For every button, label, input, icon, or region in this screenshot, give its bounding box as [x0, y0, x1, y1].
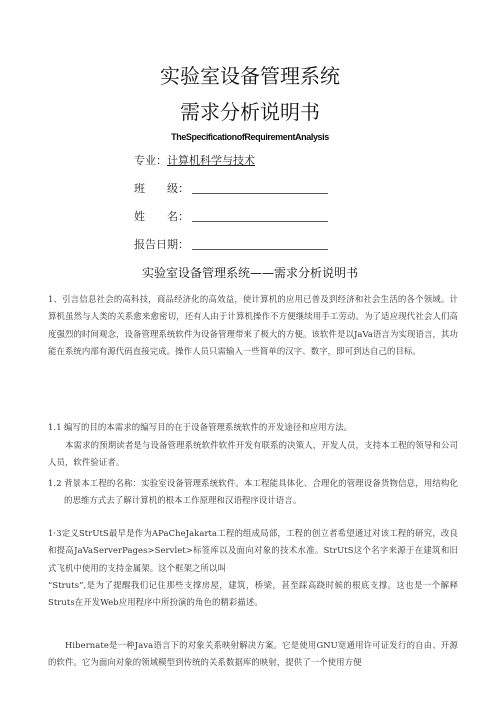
date-label: 报告日期： [134, 238, 189, 251]
major-value: 计算机科学与技术 [167, 154, 255, 167]
section-number: 1.2 [48, 478, 62, 488]
date-blank [192, 237, 328, 250]
class-row [134, 180, 328, 196]
class-blank [192, 181, 328, 194]
name-row [134, 208, 328, 224]
class-label: 班 级： [134, 182, 189, 195]
date-row [134, 236, 328, 252]
doc-title: 实验室设备管理系统 [160, 64, 340, 88]
paragraph-hibernate: Hibernate是一种Java语言下的对象关系映射解决方案。它是使用GNU宽通用许可证发行的自由、开源的软件。它为面向对象的领域模型到传统的关系数据库的映射，提供了一个使用方便 [48, 640, 458, 668]
paragraph-1-2 [48, 475, 458, 510]
paragraph-text: 背景本工程的名称：实验室设备管理系统软件。本工程能具体化、合理化的管理设备货物信息，用结构化的思维方式去了解计算机的根本工作原理和汉语程序设计语言。 [64, 478, 458, 506]
major-row [134, 152, 255, 168]
major-label: 专业： [134, 154, 167, 167]
section-heading: 实验室设备管理系统——需求分析说明书 [141, 266, 358, 280]
paragraph-readers: 本需求的预期读者是与设备管理系统软件软件开发有联系的决策人，开发人员，支持本工程的领导和公司人员，软件验证者。 [48, 440, 458, 468]
paragraph-1-3: 1·3定义StrUtS最早是作为APaCheJakarta工程的组成局部，工程的创立者希望通过对该工程的研究，改良和提高JaVaServerPages>Servlet>标签库以及面向对象的技术水准。StrUtS这个名字来源于在建筑和旧式飞机中使用的支持金属架。这个框架之所以叫 [48, 528, 458, 573]
paragraph-text: 编写的目的本需求的编写目的在于设备管理系统软件的开发途径和应用方法。 [64, 422, 353, 432]
name-blank [192, 209, 328, 222]
doc-subtitle: 需求分析说明书 [180, 100, 320, 124]
doc-english-title: TheSpecificationofRequirementAnalysis [171, 132, 329, 142]
name-label: 姓 名： [134, 210, 189, 223]
paragraph-struts: “Struts”,是为了提醒我们记住那些支撑房屋，建筑，桥梁，甚至踩高跷时候的根底支撑。这也是一个解释Struts在开发Web应用程序中所扮演的角色的精彩描述。 [48, 580, 458, 608]
section-number: 1.1 [48, 422, 62, 432]
paragraph-intro: 1、引言信息社会的高科技，商品经济化的高效益，使计算机的应用已普及到经济和社会生活的各个领域。计算机虽然与人类的关系愈来愈密切，还有人由于计算机操作不方便继续用手工劳动。为了适应现代社会人们高度强烈的时间观念，设备管理系统软件为设备管理带来了极大的方便。该软件是以JaVa语言为实现语言，其功能在系统内部有源代码直接完成。操作人员只需输入一些简单的汉字、数字，即可到达自己的目标。 [48, 294, 458, 357]
paragraph-1-1 [48, 419, 458, 436]
